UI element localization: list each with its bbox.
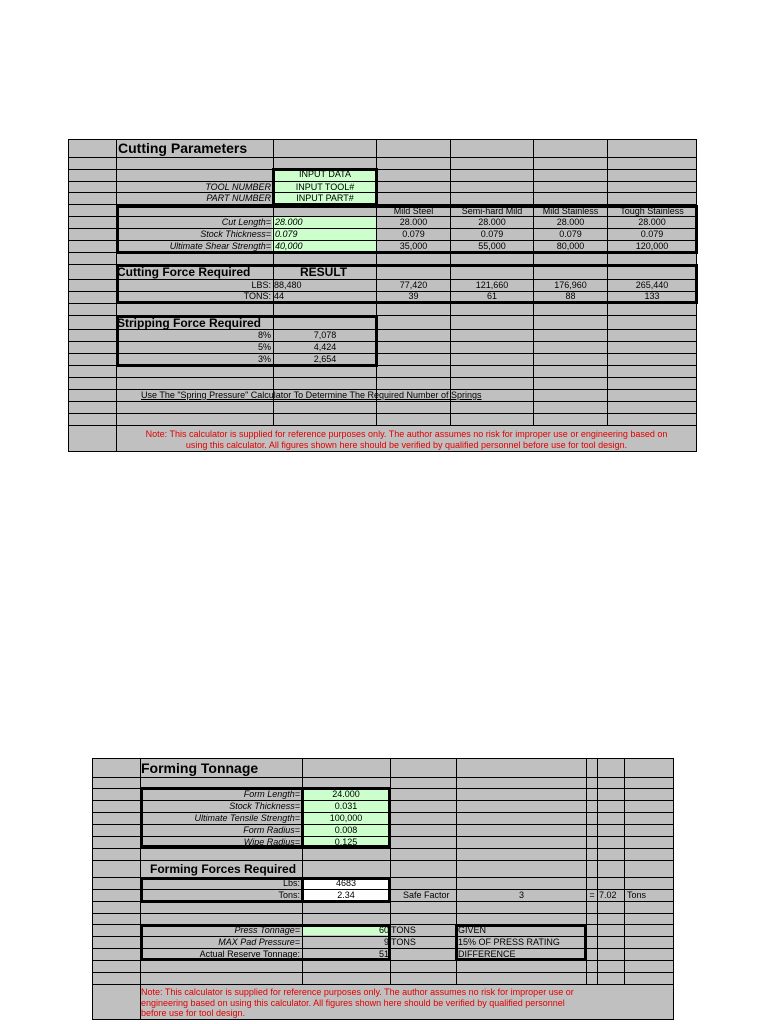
lbs-cell: 176,960 [554, 280, 587, 290]
press-tonnage-note: GIVEN [458, 925, 487, 935]
form-length-label: Form Length= [243, 789, 300, 799]
cut-length-cell: 28.000 [399, 217, 428, 227]
press-tonnage-unit: TONS [391, 925, 416, 935]
reserve-tonnage-value: 51 [378, 949, 389, 959]
material-header-tough-stainless: Tough Stainless [620, 206, 684, 216]
result-label: RESULT [300, 265, 348, 279]
stripping-pct: 3% [257, 354, 271, 364]
stripping-force-title: Stripping Force Required [117, 316, 262, 330]
safe-factor-value[interactable]: 3 [518, 890, 524, 900]
forming-tons-label: Tons: [278, 890, 300, 900]
thickness-cell: 0.079 [402, 229, 425, 239]
forming-tonnage-title: Forming Tonnage [141, 760, 259, 776]
cut-length-cell: 28.000 [638, 217, 666, 227]
lbs-label: LBS: [251, 280, 271, 290]
shear-strength-cell: 35,000 [399, 241, 428, 251]
press-tonnage-label: Press Tonnage= [234, 925, 300, 935]
forming-disclaimer-line-2: engineering based on using this calculator. All figures shown here should be verified by qualified personnel [141, 998, 565, 1008]
cutting-parameters-title: Cutting Parameters [118, 140, 248, 156]
stock-thickness-input[interactable]: 0.031 [334, 801, 358, 811]
lbs-result: 88,480 [274, 280, 302, 290]
wipe-radius-label: Wipe Radius= [243, 837, 300, 847]
tons-label: TONS: [243, 291, 271, 301]
stock-thickness-input[interactable]: 0.079 [275, 229, 298, 239]
thickness-cell: 0.079 [480, 229, 504, 239]
safe-result-unit: Tons [627, 890, 647, 900]
cutting-force-title: Cutting Force Required [117, 265, 251, 279]
tool-number-input[interactable]: INPUT TOOL# [295, 182, 355, 192]
stripping-pct: 5% [257, 342, 271, 352]
tensile-strength-label: Ultimate Tensile Strength= [194, 813, 300, 823]
tons-cell: 39 [408, 291, 419, 301]
stock-thickness-label: Stock Thickness= [229, 801, 300, 811]
reserve-tonnage-label: Actual Reserve Tonnage: [199, 949, 300, 959]
max-pad-pressure-unit: TONS [391, 937, 416, 947]
form-length-input[interactable]: 24.000 [332, 789, 360, 799]
forming-forces-title: Forming Forces Required [150, 862, 297, 876]
cutting-disclaimer-line-2: using this calculator. All figures shown here should be verified by qualified personnel before use for tool design. [185, 440, 628, 450]
cut-length-input[interactable]: 28.000 [275, 217, 303, 227]
tool-number-label: TOOL NUMBER [205, 182, 271, 192]
cut-length-cell: 28.000 [478, 217, 506, 227]
safe-factor-label: Safe Factor [403, 890, 450, 900]
form-radius-input[interactable]: 0.008 [334, 825, 358, 835]
lbs-cell: 77,420 [399, 280, 428, 290]
stock-thickness-label: Stock Thickness= [200, 229, 271, 239]
cut-length-label: Cut Length= [221, 217, 271, 227]
equals-sign: = [589, 890, 595, 900]
shear-strength-input[interactable]: 40,000 [275, 241, 303, 251]
thickness-cell: 0.079 [640, 229, 664, 239]
tensile-strength-input[interactable]: 100,000 [329, 813, 363, 823]
shear-strength-cell: 120,000 [635, 241, 669, 251]
part-number-label: PART NUMBER [206, 193, 271, 203]
material-header-semi-hard-mild: Semi-hard Mild [461, 206, 523, 216]
lbs-cell: 121,660 [475, 280, 509, 290]
press-tonnage-input[interactable]: 60 [378, 925, 389, 935]
material-header-mild-steel: Mild Steel [393, 206, 434, 216]
stripping-value: 7,078 [313, 330, 337, 340]
max-pad-pressure-label: MAX Pad Pressure= [218, 937, 300, 947]
stripping-value: 2,654 [313, 354, 337, 364]
form-radius-label: Form Radius= [243, 825, 300, 835]
tons-result: 44 [274, 291, 285, 301]
thickness-cell: 0.079 [559, 229, 582, 239]
forming-lbs-label: Lbs: [282, 878, 300, 888]
wipe-radius-input[interactable]: 0.125 [334, 837, 358, 847]
stripping-pct: 8% [257, 330, 271, 340]
max-pad-pressure-value: 9 [383, 937, 389, 947]
forming-disclaimer-line-1: Note: This calculator is supplied for reference purposes only. The author assumes no risk for improper use or [141, 987, 574, 997]
tons-cell: 133 [644, 291, 660, 301]
reserve-tonnage-note: DIFFERENCE [458, 949, 516, 959]
forming-disclaimer-line-3: before use for tool design. [141, 1008, 246, 1018]
stripping-value: 4,424 [313, 342, 337, 352]
safe-result-value: 7.02 [599, 890, 617, 900]
spring-pressure-note: Use The "Spring Pressure" Calculator To Determine The Required Number of Springs [141, 390, 482, 400]
tons-cell: 61 [486, 291, 497, 301]
forming-tons-value: 2.34 [337, 890, 355, 900]
input-data-header: INPUT DATA [298, 169, 351, 179]
forming-lbs-value: 4683 [335, 878, 357, 888]
cut-length-cell: 28.000 [556, 217, 585, 227]
shear-strength-cell: 80,000 [556, 241, 585, 251]
material-header-mild-stainless: Mild Stainless [542, 206, 599, 216]
lbs-cell: 265,440 [635, 280, 669, 290]
cutting-disclaimer-line-1: Note: This calculator is supplied for reference purposes only. The author assumes no risk for improper use or engineering based on [145, 429, 668, 439]
shear-strength-label: Ultimate Shear Strength= [169, 241, 271, 251]
shear-strength-cell: 55,000 [478, 241, 506, 251]
tons-cell: 88 [565, 291, 576, 301]
part-number-input[interactable]: INPUT PART# [296, 193, 354, 203]
max-pad-pressure-note: 15% OF PRESS RATING [458, 937, 560, 947]
